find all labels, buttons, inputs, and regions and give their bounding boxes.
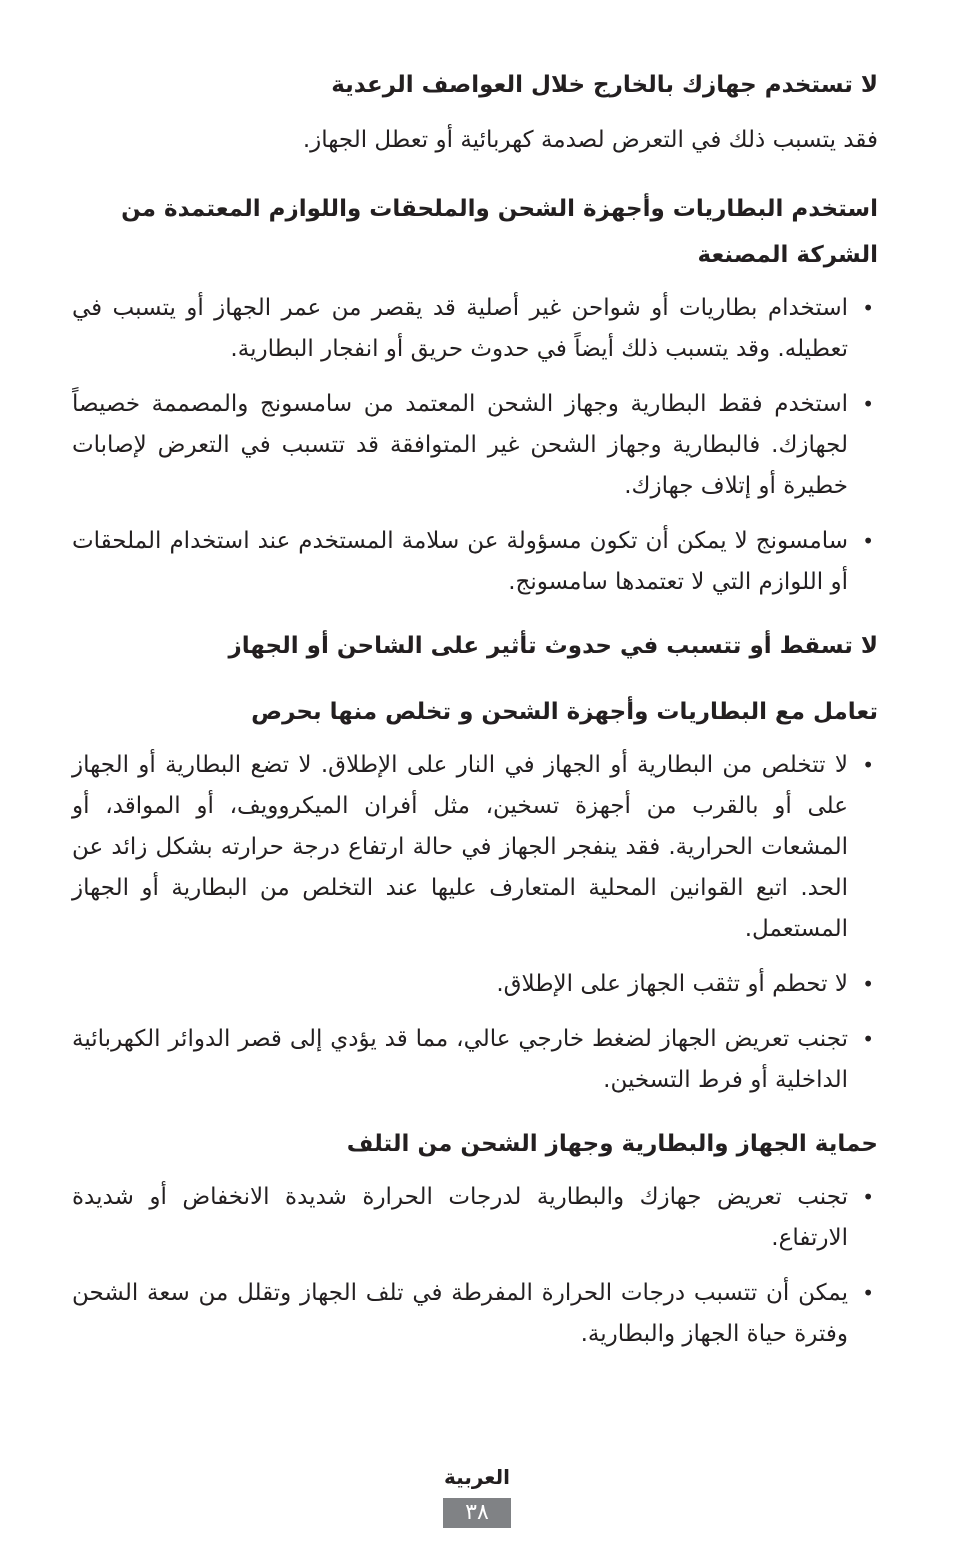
footer-language-label: العربية — [444, 1465, 510, 1489]
bullet-icon: • — [862, 1281, 874, 1305]
bullet-icon: • — [862, 1027, 874, 1051]
section-heading-thunderstorm: لا تستخدم جهازك بالخارج خلال العواصف الرعدية — [331, 72, 878, 98]
list-item-text: تجنب تعريض جهازك والبطارية لدرجات الحرارة شديدة الانخفاض أو شديدة الارتفاع. — [72, 1184, 848, 1251]
list-item-text: يمكن أن تتسبب درجات الحرارة المفرطة في تلف الجهاز وتقلل من سعة الشحن وفترة حياة الجهاز والبطارية. — [72, 1280, 848, 1347]
list-item — [72, 1177, 878, 1259]
list-item-text: لا تحطم أو تثقب الجهاز على الإطلاق. — [496, 971, 848, 997]
page-number-badge: ٣٨ — [443, 1498, 511, 1528]
list-item — [72, 964, 878, 1005]
bullet-icon: • — [862, 972, 874, 996]
section-heading-approved-accessories: استخدم البطاريات وأجهزة الشحن والملحقات واللوازم المعتمدة من الشركة المصنعة — [121, 196, 878, 268]
document-page — [72, 62, 878, 1369]
section-heading-protect-device: حماية الجهاز والبطارية وجهاز الشحن من التلف — [346, 1131, 878, 1157]
page-footer — [0, 1462, 954, 1528]
list-item — [72, 745, 878, 950]
bullet-list-handle-dispose — [72, 745, 878, 1101]
bullet-icon: • — [862, 296, 874, 320]
bullet-icon: • — [862, 392, 874, 416]
list-item-text: استخدام بطاريات أو شواحن غير أصلية قد يقصر من عمر الجهاز أو يتسبب في تعطيله. وقد يتسبب ذلك أيضاً في حدوث حريق أو انفجار البطارية. — [72, 295, 848, 362]
list-item-text: تجنب تعريض الجهاز لضغط خارجي عالي، مما قد يؤدي إلى قصر الدوائر الكهربائية الداخلية أو فرط التسخين. — [72, 1026, 848, 1093]
bullet-list-approved-accessories — [72, 288, 878, 603]
bullet-icon: • — [862, 1185, 874, 1209]
section-paragraph-thunderstorm: فقد يتسبب ذلك في التعرض لصدمة كهربائية أو تعطل الجهاز. — [302, 127, 878, 153]
list-item — [72, 384, 878, 507]
list-item-text: سامسونج لا يمكن أن تكون مسؤولة عن سلامة المستخدم عند استخدام الملحقات أو اللوازم التي لا تعتمدها سامسونج. — [72, 528, 848, 595]
list-item — [72, 1019, 878, 1101]
section-heading-do-not-drop: لا تسقط أو تتسبب في حدوث تأثير على الشاحن أو الجهاز — [228, 633, 878, 659]
bullet-list-protect-device — [72, 1177, 878, 1355]
list-item — [72, 288, 878, 370]
list-item — [72, 1273, 878, 1355]
section-heading-handle-dispose: تعامل مع البطاريات وأجهزة الشحن و تخلص منها بحرص — [251, 699, 878, 725]
bullet-icon: • — [862, 529, 874, 553]
list-item-text: استخدم فقط البطارية وجهاز الشحن المعتمد من سامسونج والمصممة خصيصاً لجهازك. فالبطارية وجهاز الشحن غير المتوافقة قد تتسبب في التعرض لإصابات خطيرة أو إتلاف جهازك. — [72, 391, 848, 499]
list-item-text: لا تتخلص من البطارية أو الجهاز في النار على الإطلاق. لا تضع البطارية أو الجهاز على أو بالقرب من أجهزة تسخين، مثل أفران الميكروويف، أو المواقد، أو المشعات الحرارية. فقد ينفجر الجهاز في حالة ارتفاع درجة حرارته بشكل زائد عن الحد. اتبع القوانين المحلية المتعارف عليها عند التخلص من البطارية أو الجهاز المستعمل. — [72, 752, 848, 942]
list-item — [72, 521, 878, 603]
bullet-icon: • — [862, 753, 874, 777]
